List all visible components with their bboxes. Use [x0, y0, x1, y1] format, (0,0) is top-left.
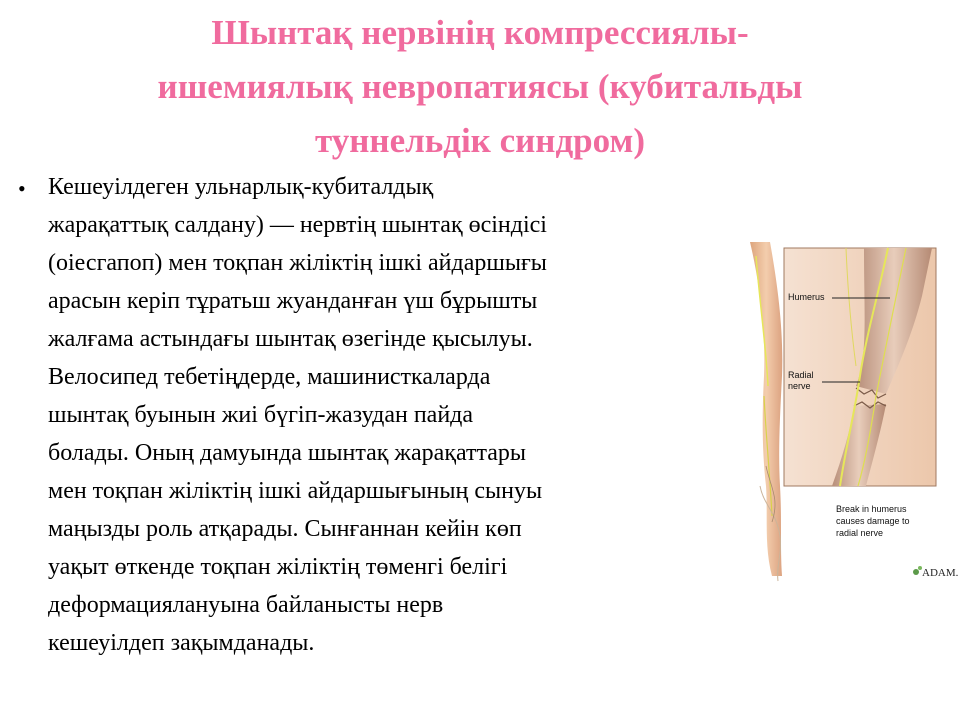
- title-line-1: Шынтақ нервінің компрессиялы-: [211, 13, 749, 52]
- bullet-line: Кешеуілдеген ульнарлық-кубиталдық: [48, 174, 434, 200]
- bullet-line: болады. Оның дамуында шынтақ жарақаттары: [48, 440, 527, 466]
- label-humerus: Humerus: [788, 292, 825, 302]
- bullet-line: деформациялануына байланысты нерв: [48, 592, 444, 618]
- bullet-line: жалғама астындағы шынтақ өзегінде қысылуы.: [48, 326, 533, 352]
- bullet-line: арасын керіп тұратьш жуанданған үш бұрышты: [48, 288, 538, 314]
- bullet-line: шынтақ буынын жиі бүгіп-жазудан пайда: [48, 402, 474, 428]
- arm-drawing: [750, 242, 782, 581]
- bullet-line: маңызды роль атқарады. Сынғаннан кейін көп: [48, 516, 522, 542]
- logo-text: ADAM.: [922, 567, 959, 579]
- bullet-line: жарақаттық салдану) — нервтің шынтақ өсіндісі: [48, 212, 547, 238]
- label-radial: Radial: [788, 370, 814, 380]
- adam-logo: [913, 566, 959, 579]
- bullet-line: мен тоқпан жіліктің ішкі айдаршығының сынуы: [48, 478, 543, 504]
- bullet-line: Велосипед тебетіңдерде, машинисткаларда: [48, 364, 491, 390]
- zoomed-humerus-box: [784, 248, 936, 486]
- caption-line: Break in humerus: [836, 504, 907, 514]
- caption-line: radial nerve: [836, 528, 884, 538]
- bullet-line: кешеуілдеп зақымданады.: [48, 630, 315, 656]
- title-line-2: ишемиялық невропатиясы (кубитальды: [157, 67, 803, 106]
- bullet-line: (оіесгапоп) мен тоқпан жіліктің ішкі айдаршығы: [48, 250, 547, 276]
- humerus-illustration: [736, 236, 960, 586]
- bullet-marker: •: [18, 176, 26, 201]
- label-nerve: nerve: [788, 381, 811, 391]
- bullet-line: уақыт өткенде тоқпан жіліктің төменгі белігі: [48, 554, 508, 580]
- slide-title: [40, 6, 920, 168]
- bullet-text: [48, 168, 728, 662]
- caption-line: causes damage to: [836, 516, 910, 526]
- title-line-3: туннельдік синдром): [315, 121, 645, 160]
- illustration-svg: [736, 236, 960, 586]
